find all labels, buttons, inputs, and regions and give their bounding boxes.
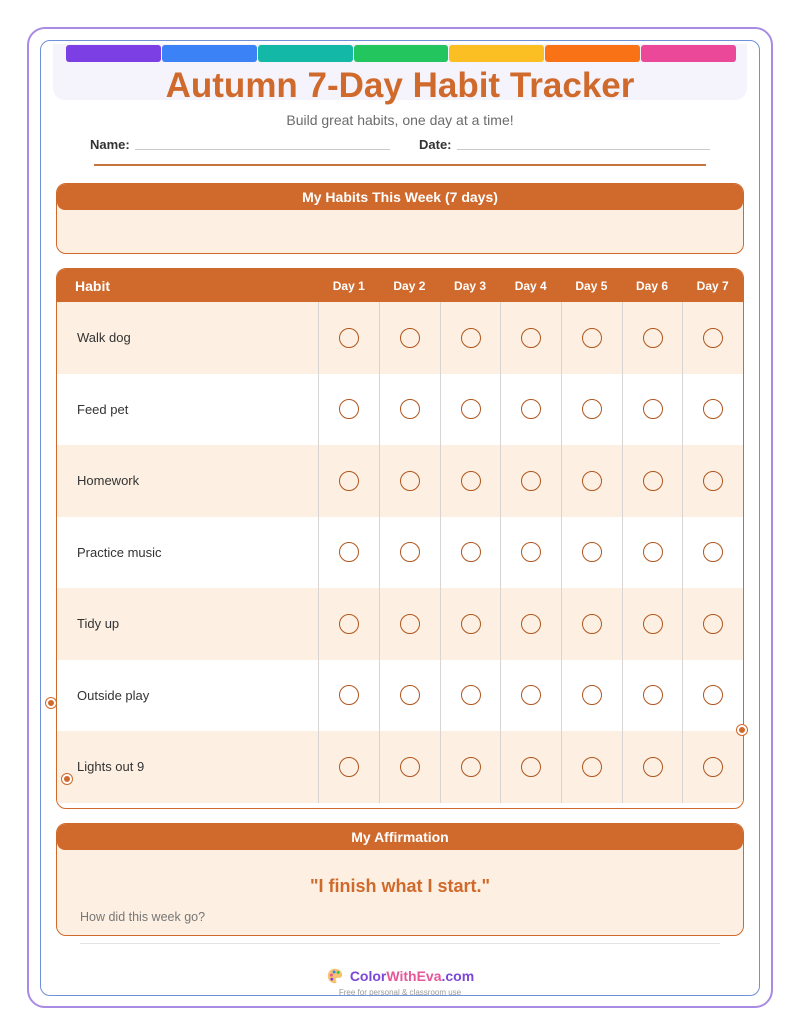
table-row bbox=[57, 302, 743, 374]
checkbox-circle[interactable] bbox=[582, 614, 602, 634]
checkbox-circle[interactable] bbox=[400, 685, 420, 705]
checkbox-circle[interactable] bbox=[521, 614, 541, 634]
side-leaf-dot bbox=[737, 725, 747, 735]
day-cell bbox=[318, 731, 379, 803]
habit-name: Feed pet bbox=[77, 401, 129, 417]
day-cell bbox=[379, 302, 440, 374]
day-cell bbox=[561, 517, 622, 589]
checkbox-circle[interactable] bbox=[643, 757, 663, 777]
day-cell bbox=[440, 660, 501, 732]
table-row bbox=[57, 374, 743, 446]
day-cell bbox=[500, 374, 561, 446]
page-title: Autumn 7-Day Habit Tracker bbox=[165, 66, 635, 105]
checkbox-circle[interactable] bbox=[400, 614, 420, 634]
table-row bbox=[57, 588, 743, 660]
day-cell bbox=[622, 374, 683, 446]
day-cell bbox=[440, 302, 501, 374]
day-cell bbox=[622, 445, 683, 517]
checkbox-circle[interactable] bbox=[643, 542, 663, 562]
rainbow-segment bbox=[545, 45, 640, 62]
checkbox-circle[interactable] bbox=[703, 542, 723, 562]
checkbox-circle[interactable] bbox=[339, 471, 359, 491]
checkbox-circle[interactable] bbox=[582, 757, 602, 777]
checkbox-circle[interactable] bbox=[400, 542, 420, 562]
checkbox-circle[interactable] bbox=[703, 328, 723, 348]
checkbox-circle[interactable] bbox=[461, 399, 481, 419]
table-header bbox=[57, 269, 743, 302]
table-row bbox=[57, 445, 743, 517]
habit-name: Practice music bbox=[77, 544, 162, 560]
name-field[interactable] bbox=[135, 149, 390, 150]
day-cell bbox=[379, 731, 440, 803]
day-cell bbox=[561, 588, 622, 660]
checkbox-circle[interactable] bbox=[521, 542, 541, 562]
day-cell bbox=[440, 445, 501, 517]
palette-icon bbox=[326, 967, 344, 985]
checkbox-circle[interactable] bbox=[521, 328, 541, 348]
checkbox-circle[interactable] bbox=[582, 471, 602, 491]
day-cell bbox=[500, 588, 561, 660]
day-cell bbox=[379, 517, 440, 589]
day-cell bbox=[561, 660, 622, 732]
checkbox-circle[interactable] bbox=[703, 614, 723, 634]
day-cell bbox=[318, 517, 379, 589]
day-cell bbox=[318, 374, 379, 446]
habit-name: Lights out 9 bbox=[77, 759, 145, 775]
day-cell bbox=[500, 660, 561, 732]
checkbox-circle[interactable] bbox=[703, 471, 723, 491]
checkbox-circle[interactable] bbox=[339, 614, 359, 634]
date-field[interactable] bbox=[457, 149, 710, 150]
day-cell bbox=[561, 374, 622, 446]
day-cell bbox=[379, 445, 440, 517]
habit-column-header: Habit bbox=[75, 277, 110, 294]
day-cell bbox=[500, 517, 561, 589]
checkbox-circle[interactable] bbox=[582, 685, 602, 705]
rainbow-segment bbox=[162, 45, 257, 62]
name-label: Name: bbox=[90, 137, 130, 152]
day-column-header: Day 4 bbox=[514, 278, 547, 293]
day-column-header: Day 3 bbox=[454, 278, 487, 293]
side-leaf-dot bbox=[62, 774, 72, 784]
checkbox-circle[interactable] bbox=[339, 328, 359, 348]
rainbow-bar bbox=[66, 45, 736, 62]
side-leaf-dot bbox=[46, 698, 56, 708]
habits-panel-title: My Habits This Week (7 days) bbox=[57, 184, 743, 210]
day-cell bbox=[682, 374, 743, 446]
checkbox-circle[interactable] bbox=[521, 471, 541, 491]
checkbox-circle[interactable] bbox=[643, 328, 663, 348]
checkbox-circle[interactable] bbox=[461, 471, 481, 491]
rainbow-segment bbox=[449, 45, 544, 62]
table-row bbox=[57, 731, 743, 803]
checkbox-circle[interactable] bbox=[339, 757, 359, 777]
day-cell bbox=[622, 517, 683, 589]
affirmation-title: My Affirmation bbox=[57, 824, 743, 850]
day-cell bbox=[682, 588, 743, 660]
checkbox-circle[interactable] bbox=[400, 757, 420, 777]
day-column-header: Day 2 bbox=[393, 278, 426, 293]
rainbow-segment bbox=[354, 45, 449, 62]
table-row bbox=[57, 517, 743, 589]
day-cell bbox=[440, 374, 501, 446]
habit-name: Walk dog bbox=[77, 330, 131, 346]
day-cell bbox=[318, 302, 379, 374]
checkbox-circle[interactable] bbox=[643, 471, 663, 491]
brand-footer bbox=[0, 967, 800, 997]
checkbox-circle[interactable] bbox=[703, 757, 723, 777]
date-label: Date: bbox=[419, 137, 452, 152]
day-column-header: Day 5 bbox=[575, 278, 608, 293]
day-cell bbox=[682, 302, 743, 374]
rainbow-segment bbox=[258, 45, 353, 62]
day-cell bbox=[379, 660, 440, 732]
checkbox-circle[interactable] bbox=[582, 399, 602, 419]
day-column-header: Day 7 bbox=[696, 278, 729, 293]
day-cell bbox=[561, 302, 622, 374]
table-body bbox=[57, 302, 743, 803]
checkbox-circle[interactable] bbox=[643, 685, 663, 705]
day-cell bbox=[622, 731, 683, 803]
checkbox-circle[interactable] bbox=[339, 685, 359, 705]
checkbox-circle[interactable] bbox=[400, 399, 420, 419]
habit-name: Outside play bbox=[77, 687, 150, 703]
table-row bbox=[57, 660, 743, 732]
habits-panel bbox=[56, 183, 744, 254]
checkbox-circle[interactable] bbox=[461, 685, 481, 705]
day-column-header: Day 1 bbox=[332, 278, 365, 293]
checkbox-circle[interactable] bbox=[521, 757, 541, 777]
header-divider bbox=[94, 164, 706, 166]
day-cell bbox=[500, 302, 561, 374]
affirmation-quote: "I finish what I start." bbox=[309, 876, 491, 896]
checkbox-circle[interactable] bbox=[400, 328, 420, 348]
brand-tagline: Free for personal & classroom use bbox=[338, 988, 462, 997]
footer-divider bbox=[80, 943, 720, 944]
day-cell bbox=[318, 588, 379, 660]
day-column-header: Day 6 bbox=[636, 278, 669, 293]
habit-table bbox=[56, 268, 744, 809]
day-cell bbox=[561, 445, 622, 517]
day-cell bbox=[682, 517, 743, 589]
checkbox-circle[interactable] bbox=[521, 685, 541, 705]
day-cell bbox=[440, 731, 501, 803]
checkbox-circle[interactable] bbox=[461, 614, 481, 634]
day-cell bbox=[682, 731, 743, 803]
checkbox-circle[interactable] bbox=[703, 685, 723, 705]
habit-name: Homework bbox=[77, 473, 140, 489]
checkbox-circle[interactable] bbox=[521, 399, 541, 419]
habit-name: Tidy up bbox=[77, 616, 120, 632]
day-cell bbox=[622, 302, 683, 374]
checkbox-circle[interactable] bbox=[400, 471, 420, 491]
day-cell bbox=[682, 660, 743, 732]
day-cell bbox=[622, 660, 683, 732]
reflection-prompt: How did this week go? bbox=[80, 910, 206, 924]
day-cell bbox=[440, 517, 501, 589]
checkbox-circle[interactable] bbox=[339, 399, 359, 419]
day-cell bbox=[561, 731, 622, 803]
day-cell bbox=[318, 445, 379, 517]
brand-name: ColorWithEva.com bbox=[349, 968, 475, 984]
day-cell bbox=[500, 731, 561, 803]
checkbox-circle[interactable] bbox=[461, 328, 481, 348]
day-cell bbox=[379, 588, 440, 660]
checkbox-circle[interactable] bbox=[461, 757, 481, 777]
checkbox-circle[interactable] bbox=[703, 399, 723, 419]
day-cell bbox=[379, 374, 440, 446]
rainbow-segment bbox=[641, 45, 736, 62]
checkbox-circle[interactable] bbox=[339, 542, 359, 562]
checkbox-circle[interactable] bbox=[461, 542, 481, 562]
day-cell bbox=[682, 445, 743, 517]
rainbow-segment bbox=[66, 45, 161, 62]
page-subtitle: Build great habits, one day at a time! bbox=[286, 112, 514, 128]
checkbox-circle[interactable] bbox=[582, 542, 602, 562]
day-cell bbox=[500, 445, 561, 517]
day-cell bbox=[622, 588, 683, 660]
day-cell bbox=[318, 660, 379, 732]
checkbox-circle[interactable] bbox=[643, 614, 663, 634]
checkbox-circle[interactable] bbox=[643, 399, 663, 419]
day-cell bbox=[440, 588, 501, 660]
checkbox-circle[interactable] bbox=[582, 328, 602, 348]
